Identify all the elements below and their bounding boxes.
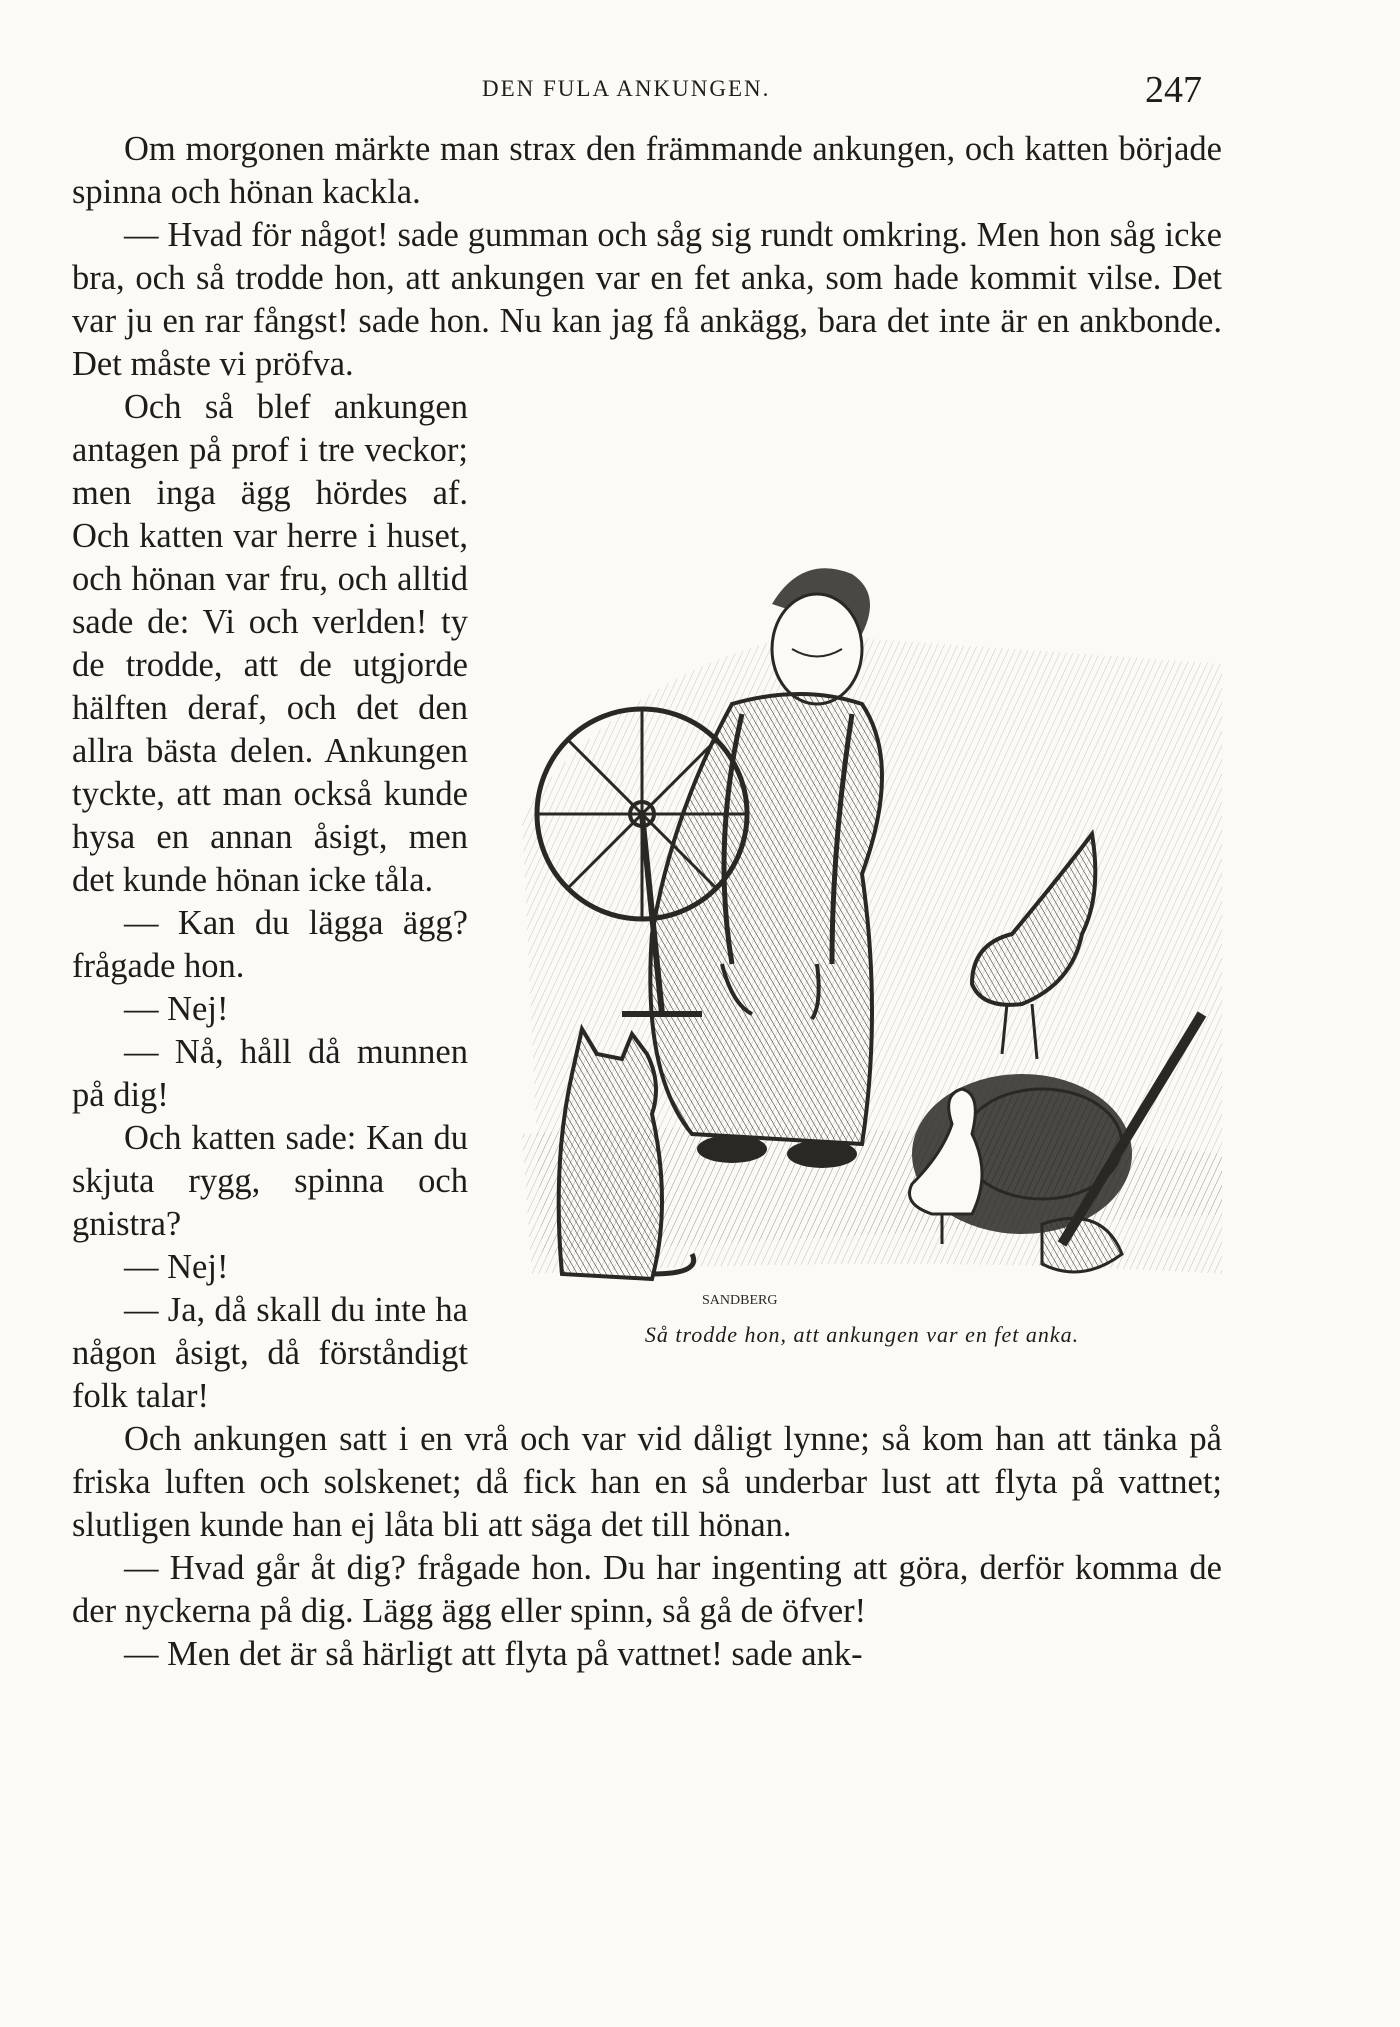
dialogue-line: — Kan du lägga ägg? frågade hon. [72, 904, 468, 985]
engraving [502, 514, 1222, 1314]
page-number: 247 [1145, 69, 1202, 111]
dialogue-line: — Ja, då skall du inte ha någon åsigt, då förståndigt folk talar! [72, 1291, 468, 1415]
paragraph: — Men det är så härligt att flyta på vattnet! sade ank- [124, 1635, 863, 1673]
engraver-signature: SANDBERG [702, 1293, 778, 1308]
page-body [72, 128, 1222, 1676]
dialogue-line: — Nej! [124, 990, 229, 1028]
figure-caption: Så trodde hon, att ankungen var en fet anka. [644, 1322, 1080, 1347]
paragraph: — Hvad för något! sade gumman och såg sig rundt omkring. Men hon såg icke bra, och så trodde hon, att ankungen var en fet anka, som hade kommit vilse. Det var ju en rar fångst! sade hon. Nu kan jag få ankägg, bara det inte är en ankbonde. Det måste vi pröfva. [72, 216, 1222, 383]
paragraph: Och ankungen satt i en vrå och var vid dåligt lynne; så kom han att tänka på friska luften och solskenet; då fick han en så underbar lust att flyta på vattnet; slutligen kunde han ej låta bli att säga det till hönan. [72, 1420, 1222, 1544]
dialogue-line: Och katten sade: Kan du skjuta rygg, spinna och gnistra? [72, 1119, 468, 1243]
dialogue-line: — Nå, håll då munnen på dig! [72, 1033, 468, 1114]
paragraph-text: Och så blef ankungen antagen på prof i tre veckor; men inga ägg hördes af. Och katten var herre i huset, och hönan var fru, och alltid sade de: Vi och verlden! ty de trodde, att de utgjorde hälften deraf, och det den allra bästa delen. Ankungen tyckte, att man också kunde hysa en annan åsigt, men det kunde hönan icke tåla. [72, 388, 468, 899]
illustration [502, 514, 1222, 1356]
dialogue-line: — Nej! [124, 1248, 229, 1286]
paragraph: Om morgonen märkte man strax den främmande ankungen, och katten började spinna och hönan kackla. [72, 130, 1222, 211]
page-header [72, 69, 1222, 116]
running-title: DEN FULA ANKUNGEN. [482, 76, 771, 101]
paragraph: — Hvad går åt dig? frågade hon. Du har ingenting att göra, derför komma de der nyckerna på dig. Lägg ägg eller spinn, så gå de öfver! [72, 1549, 1222, 1630]
